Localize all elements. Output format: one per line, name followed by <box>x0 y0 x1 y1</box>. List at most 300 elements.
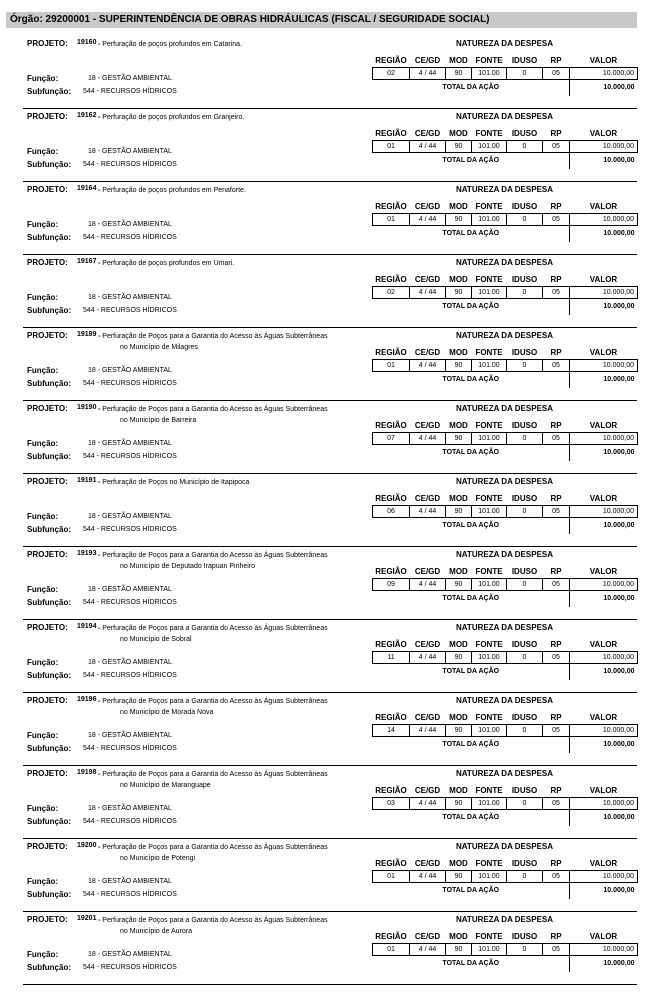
col-fonte-header: FONTE <box>472 419 507 433</box>
subfuncao-label: Subfunção: <box>27 817 71 826</box>
total-row <box>373 883 638 900</box>
col-regiao-header: REGIÃO <box>373 346 410 360</box>
despesa-table <box>372 273 638 315</box>
total-row <box>373 737 638 754</box>
funcao-label: Função: <box>27 658 59 667</box>
project-code: 19191 <box>77 477 97 484</box>
funcao-label: Função: <box>27 585 59 594</box>
cell-cegd: 4 / 44 <box>410 652 446 664</box>
col-fonte-header: FONTE <box>472 638 507 652</box>
cell-valor: 10.000,00 <box>570 798 638 810</box>
col-mod-header: MOD <box>446 565 472 579</box>
cell-fonte: 101.00 <box>472 214 507 226</box>
cell-mod: 90 <box>446 506 472 518</box>
despesa-table <box>372 857 638 899</box>
subfuncao-label: Subfunção: <box>27 306 71 315</box>
project-block <box>0 401 645 474</box>
funcao-label: Função: <box>27 877 59 886</box>
project-title <box>98 696 328 718</box>
col-rp-header: RP <box>543 857 570 871</box>
project-title-line2: no Município de Deputado Irapuan Pinheiro <box>120 563 256 570</box>
total-value: 10.000,00 <box>570 518 638 535</box>
table-header-row <box>373 857 638 871</box>
cell-iduso: 0 <box>507 579 543 591</box>
funcao-label: Função: <box>27 220 59 229</box>
cell-iduso: 0 <box>507 360 543 372</box>
col-iduso-header: IDUSO <box>507 273 543 287</box>
col-valor-header: VALOR <box>570 419 638 433</box>
project-title <box>98 258 234 280</box>
cell-fonte: 101.00 <box>472 579 507 591</box>
total-value: 10.000,00 <box>570 226 638 243</box>
total-label: TOTAL DA AÇÃO <box>442 522 500 529</box>
cell-iduso: 0 <box>507 68 543 80</box>
projeto-label: PROJETO: <box>27 112 68 121</box>
natureza-heading: NATUREZA DA DESPESA <box>455 550 554 559</box>
project-block <box>0 474 645 547</box>
col-iduso-header: IDUSO <box>507 346 543 360</box>
project-title <box>98 842 328 864</box>
total-row <box>373 299 638 316</box>
col-mod-header: MOD <box>446 419 472 433</box>
table-row <box>373 506 638 518</box>
cell-mod: 90 <box>446 798 472 810</box>
subfuncao-label: Subfunção: <box>27 233 71 242</box>
cell-rp: 05 <box>543 944 570 956</box>
col-fonte-header: FONTE <box>472 54 507 68</box>
title-dash: - <box>98 552 103 559</box>
subfuncao-value: 544 - RECURSOS HÍDRICOS <box>83 745 177 752</box>
col-regiao-header: REGIÃO <box>373 638 410 652</box>
title-dash: - <box>98 114 103 121</box>
col-rp-header: RP <box>543 711 570 725</box>
total-value: 10.000,00 <box>570 810 638 827</box>
title-dash: - <box>98 187 103 194</box>
funcao-value: 18 - GESTÃO AMBIENTAL <box>88 221 172 228</box>
total-value: 10.000,00 <box>570 737 638 754</box>
col-regiao-header: REGIÃO <box>373 784 410 798</box>
cell-mod: 90 <box>446 68 472 80</box>
natureza-heading: NATUREZA DA DESPESA <box>455 477 554 486</box>
cell-iduso: 0 <box>507 506 543 518</box>
despesa-table <box>372 127 638 169</box>
project-title <box>98 404 328 426</box>
col-rp-header: RP <box>543 200 570 214</box>
col-iduso-header: IDUSO <box>507 419 543 433</box>
project-list <box>0 36 645 985</box>
project-title <box>98 769 328 791</box>
project-code: 19189 <box>77 331 97 338</box>
cell-rp: 05 <box>543 798 570 810</box>
table-row <box>373 433 638 445</box>
table-row <box>373 944 638 956</box>
table-header-row <box>373 127 638 141</box>
funcao-label: Função: <box>27 512 59 521</box>
subfuncao-value: 544 - RECURSOS HÍDRICOS <box>83 161 177 168</box>
subfuncao-value: 544 - RECURSOS HÍDRICOS <box>83 453 177 460</box>
project-block <box>0 693 645 766</box>
cell-valor: 10.000,00 <box>570 652 638 664</box>
cell-valor: 10.000,00 <box>570 433 638 445</box>
col-valor-header: VALOR <box>570 857 638 871</box>
col-fonte-header: FONTE <box>472 273 507 287</box>
title-dash: - <box>98 771 103 778</box>
projeto-label: PROJETO: <box>27 623 68 632</box>
title-dash: - <box>98 625 103 632</box>
projeto-label: PROJETO: <box>27 331 68 340</box>
cell-valor: 10.000,00 <box>570 141 638 153</box>
cell-regiao: 01 <box>373 214 410 226</box>
col-mod-header: MOD <box>446 492 472 506</box>
cell-fonte: 101.00 <box>472 725 507 737</box>
col-rp-header: RP <box>543 419 570 433</box>
col-cegd-header: CE/GD <box>410 711 446 725</box>
natureza-heading: NATUREZA DA DESPESA <box>455 842 554 851</box>
cell-cegd: 4 / 44 <box>410 579 446 591</box>
cell-iduso: 0 <box>507 725 543 737</box>
cell-iduso: 0 <box>507 944 543 956</box>
total-row <box>373 664 638 681</box>
project-title <box>98 185 246 207</box>
project-block <box>0 620 645 693</box>
total-row <box>373 445 638 462</box>
cell-valor: 10.000,00 <box>570 871 638 883</box>
subfuncao-label: Subfunção: <box>27 963 71 972</box>
cell-valor: 10.000,00 <box>570 360 638 372</box>
funcao-value: 18 - GESTÃO AMBIENTAL <box>88 878 172 885</box>
subfuncao-value: 544 - RECURSOS HÍDRICOS <box>83 380 177 387</box>
project-code: 19200 <box>77 842 97 849</box>
project-title-line2: no Município de Maranguape <box>120 782 211 789</box>
block-divider <box>23 984 637 985</box>
total-label: TOTAL DA AÇÃO <box>442 668 500 675</box>
cell-cegd: 4 / 44 <box>410 360 446 372</box>
col-rp-header: RP <box>543 784 570 798</box>
col-regiao-header: REGIÃO <box>373 565 410 579</box>
project-block <box>0 36 645 109</box>
total-label: TOTAL DA AÇÃO <box>442 376 500 383</box>
total-row <box>373 810 638 827</box>
col-mod-header: MOD <box>446 857 472 871</box>
despesa-table <box>372 565 638 607</box>
funcao-value: 18 - GESTÃO AMBIENTAL <box>88 440 172 447</box>
table-header-row <box>373 492 638 506</box>
table-row <box>373 652 638 664</box>
cell-valor: 10.000,00 <box>570 287 638 299</box>
col-mod-header: MOD <box>446 200 472 214</box>
despesa-table <box>372 419 638 461</box>
title-dash: - <box>98 698 103 705</box>
funcao-value: 18 - GESTÃO AMBIENTAL <box>88 659 172 666</box>
funcao-label: Função: <box>27 366 59 375</box>
cell-fonte: 101.00 <box>472 871 507 883</box>
funcao-value: 18 - GESTÃO AMBIENTAL <box>88 294 172 301</box>
cell-fonte: 101.00 <box>472 506 507 518</box>
col-valor-header: VALOR <box>570 711 638 725</box>
project-title-line2: no Município de Morada Nova <box>120 709 214 716</box>
col-iduso-header: IDUSO <box>507 711 543 725</box>
subfuncao-value: 544 - RECURSOS HÍDRICOS <box>83 307 177 314</box>
despesa-table <box>372 346 638 388</box>
cell-regiao: 02 <box>373 287 410 299</box>
col-iduso-header: IDUSO <box>507 54 543 68</box>
col-rp-header: RP <box>543 565 570 579</box>
natureza-heading: NATUREZA DA DESPESA <box>455 769 554 778</box>
cell-mod: 90 <box>446 141 472 153</box>
cell-cegd: 4 / 44 <box>410 506 446 518</box>
project-code: 19164 <box>77 185 97 192</box>
title-dash: - <box>98 41 103 48</box>
col-valor-header: VALOR <box>570 565 638 579</box>
cell-rp: 05 <box>543 506 570 518</box>
table-header-row <box>373 711 638 725</box>
col-valor-header: VALOR <box>570 200 638 214</box>
subfuncao-value: 544 - RECURSOS HÍDRICOS <box>83 672 177 679</box>
table-row <box>373 579 638 591</box>
project-block <box>0 912 645 985</box>
cell-cegd: 4 / 44 <box>410 798 446 810</box>
project-title-line1: Perfuração de Poços para a Garantia do Acesso às Águas Subterrâneas <box>102 333 328 340</box>
projeto-label: PROJETO: <box>27 696 68 705</box>
total-row <box>373 956 638 973</box>
table-header-row <box>373 565 638 579</box>
natureza-heading: NATUREZA DA DESPESA <box>455 404 554 413</box>
table-header-row <box>373 784 638 798</box>
cell-regiao: 11 <box>373 652 410 664</box>
cell-rp: 05 <box>543 68 570 80</box>
col-fonte-header: FONTE <box>472 492 507 506</box>
projeto-label: PROJETO: <box>27 185 68 194</box>
funcao-value: 18 - GESTÃO AMBIENTAL <box>88 732 172 739</box>
subfuncao-value: 544 - RECURSOS HÍDRICOS <box>83 234 177 241</box>
table-header-row <box>373 273 638 287</box>
total-row <box>373 591 638 608</box>
col-iduso-header: IDUSO <box>507 492 543 506</box>
table-row <box>373 68 638 80</box>
col-regiao-header: REGIÃO <box>373 711 410 725</box>
col-cegd-header: CE/GD <box>410 784 446 798</box>
col-rp-header: RP <box>543 638 570 652</box>
subfuncao-label: Subfunção: <box>27 890 71 899</box>
cell-mod: 90 <box>446 433 472 445</box>
cell-regiao: 01 <box>373 141 410 153</box>
cell-fonte: 101.00 <box>472 141 507 153</box>
cell-iduso: 0 <box>507 798 543 810</box>
cell-rp: 05 <box>543 360 570 372</box>
col-cegd-header: CE/GD <box>410 273 446 287</box>
project-code: 19190 <box>77 404 97 411</box>
col-regiao-header: REGIÃO <box>373 930 410 944</box>
project-code: 19167 <box>77 258 97 265</box>
col-rp-header: RP <box>543 492 570 506</box>
table-row <box>373 871 638 883</box>
cell-rp: 05 <box>543 287 570 299</box>
table-row <box>373 360 638 372</box>
title-dash: - <box>98 406 103 413</box>
col-cegd-header: CE/GD <box>410 346 446 360</box>
total-row <box>373 226 638 243</box>
despesa-table <box>372 711 638 753</box>
cell-fonte: 101.00 <box>472 68 507 80</box>
subfuncao-label: Subfunção: <box>27 525 71 534</box>
col-fonte-header: FONTE <box>472 127 507 141</box>
subfuncao-label: Subfunção: <box>27 379 71 388</box>
col-mod-header: MOD <box>446 711 472 725</box>
projeto-label: PROJETO: <box>27 842 68 851</box>
total-value: 10.000,00 <box>570 80 638 97</box>
project-code: 19194 <box>77 623 97 630</box>
col-cegd-header: CE/GD <box>410 638 446 652</box>
project-title-line1: Perfuração de Poços para a Garantia do Acesso às Águas Subterrâneas <box>102 625 328 632</box>
table-header-row <box>373 346 638 360</box>
subfuncao-value: 544 - RECURSOS HÍDRICOS <box>83 88 177 95</box>
total-label: TOTAL DA AÇÃO <box>442 303 500 310</box>
cell-fonte: 101.00 <box>472 652 507 664</box>
col-fonte-header: FONTE <box>472 857 507 871</box>
col-iduso-header: IDUSO <box>507 200 543 214</box>
cell-regiao: 09 <box>373 579 410 591</box>
subfuncao-label: Subfunção: <box>27 671 71 680</box>
col-iduso-header: IDUSO <box>507 638 543 652</box>
subfuncao-value: 544 - RECURSOS HÍDRICOS <box>83 526 177 533</box>
cell-valor: 10.000,00 <box>570 68 638 80</box>
natureza-heading: NATUREZA DA DESPESA <box>455 112 554 121</box>
cell-cegd: 4 / 44 <box>410 725 446 737</box>
subfuncao-label: Subfunção: <box>27 598 71 607</box>
cell-cegd: 4 / 44 <box>410 287 446 299</box>
project-code: 19198 <box>77 769 97 776</box>
project-title <box>98 331 328 353</box>
col-cegd-header: CE/GD <box>410 54 446 68</box>
despesa-table <box>372 492 638 534</box>
cell-iduso: 0 <box>507 652 543 664</box>
table-header-row <box>373 638 638 652</box>
natureza-heading: NATUREZA DA DESPESA <box>455 331 554 340</box>
cell-cegd: 4 / 44 <box>410 141 446 153</box>
col-mod-header: MOD <box>446 930 472 944</box>
total-row <box>373 518 638 535</box>
project-title-line1: Perfuração de Poços para a Garantia do Acesso às Águas Subterrâneas <box>102 917 328 924</box>
col-cegd-header: CE/GD <box>410 492 446 506</box>
subfuncao-value: 544 - RECURSOS HÍDRICOS <box>83 818 177 825</box>
col-fonte-header: FONTE <box>472 346 507 360</box>
funcao-value: 18 - GESTÃO AMBIENTAL <box>88 805 172 812</box>
col-cegd-header: CE/GD <box>410 857 446 871</box>
despesa-table <box>372 638 638 680</box>
natureza-heading: NATUREZA DA DESPESA <box>455 185 554 194</box>
funcao-value: 18 - GESTÃO AMBIENTAL <box>88 148 172 155</box>
cell-valor: 10.000,00 <box>570 579 638 591</box>
col-regiao-header: REGIÃO <box>373 419 410 433</box>
cell-mod: 90 <box>446 214 472 226</box>
funcao-value: 18 - GESTÃO AMBIENTAL <box>88 951 172 958</box>
title-dash: - <box>98 333 103 340</box>
project-title-line1: Perfuração de Poços para a Garantia do Acesso às Águas Subterrâneas <box>102 406 328 413</box>
title-dash: - <box>98 479 103 486</box>
subfuncao-value: 544 - RECURSOS HÍDRICOS <box>83 964 177 971</box>
col-mod-header: MOD <box>446 127 472 141</box>
col-valor-header: VALOR <box>570 273 638 287</box>
cell-mod: 90 <box>446 652 472 664</box>
table-row <box>373 214 638 226</box>
funcao-label: Função: <box>27 439 59 448</box>
funcao-label: Função: <box>27 731 59 740</box>
table-header-row <box>373 930 638 944</box>
col-regiao-header: REGIÃO <box>373 127 410 141</box>
project-title-line2: no Município de Aurora <box>120 928 192 935</box>
project-title-line2: no Município de Sobral <box>120 636 192 643</box>
subfuncao-label: Subfunção: <box>27 160 71 169</box>
projeto-label: PROJETO: <box>27 258 68 267</box>
col-fonte-header: FONTE <box>472 565 507 579</box>
cell-cegd: 4 / 44 <box>410 944 446 956</box>
cell-regiao: 01 <box>373 360 410 372</box>
project-title-line1: Perfuração de Poços para a Garantia do Acesso às Águas Subterrâneas <box>102 552 328 559</box>
total-value: 10.000,00 <box>570 445 638 462</box>
project-title <box>98 915 328 937</box>
natureza-heading: NATUREZA DA DESPESA <box>455 915 554 924</box>
natureza-heading: NATUREZA DA DESPESA <box>455 258 554 267</box>
cell-regiao: 03 <box>373 798 410 810</box>
despesa-table <box>372 54 638 96</box>
total-label: TOTAL DA AÇÃO <box>442 960 500 967</box>
title-dash: - <box>98 844 103 851</box>
funcao-value: 18 - GESTÃO AMBIENTAL <box>88 75 172 82</box>
project-title-line1: Perfuração de poços profundos em Catarina. <box>102 41 242 48</box>
cell-rp: 05 <box>543 141 570 153</box>
table-header-row <box>373 54 638 68</box>
cell-regiao: 14 <box>373 725 410 737</box>
cell-mod: 90 <box>446 579 472 591</box>
cell-rp: 05 <box>543 214 570 226</box>
cell-mod: 90 <box>446 871 472 883</box>
col-valor-header: VALOR <box>570 492 638 506</box>
total-label: TOTAL DA AÇÃO <box>442 741 500 748</box>
cell-rp: 05 <box>543 652 570 664</box>
col-valor-header: VALOR <box>570 784 638 798</box>
funcao-label: Função: <box>27 147 59 156</box>
project-code: 19201 <box>77 915 97 922</box>
total-value: 10.000,00 <box>570 299 638 316</box>
project-title-line1: Perfuração de Poços para a Garantia do Acesso às Águas Subterrâneas <box>102 844 328 851</box>
col-mod-header: MOD <box>446 346 472 360</box>
total-label: TOTAL DA AÇÃO <box>442 595 500 602</box>
total-value: 10.000,00 <box>570 883 638 900</box>
despesa-table <box>372 200 638 242</box>
despesa-table <box>372 930 638 972</box>
project-title-line2 <box>98 198 120 205</box>
total-label: TOTAL DA AÇÃO <box>442 230 500 237</box>
col-fonte-header: FONTE <box>472 930 507 944</box>
projeto-label: PROJETO: <box>27 550 68 559</box>
cell-rp: 05 <box>543 871 570 883</box>
col-mod-header: MOD <box>446 273 472 287</box>
total-value: 10.000,00 <box>570 591 638 608</box>
project-block <box>0 839 645 912</box>
project-title-line1: Perfuração de Poços no Município de Itapipoca <box>102 479 250 486</box>
despesa-table <box>372 784 638 826</box>
project-title-line2 <box>98 271 120 278</box>
project-code: 19196 <box>77 696 97 703</box>
cell-rp: 05 <box>543 433 570 445</box>
natureza-heading: NATUREZA DA DESPESA <box>455 696 554 705</box>
project-title-line2: no Município de Milagres <box>120 344 198 351</box>
col-cegd-header: CE/GD <box>410 419 446 433</box>
project-title-line1: Perfuração de poços profundos em Granjeiro. <box>102 114 245 121</box>
project-code: 19162 <box>77 112 97 119</box>
cell-valor: 10.000,00 <box>570 214 638 226</box>
cell-rp: 05 <box>543 725 570 737</box>
